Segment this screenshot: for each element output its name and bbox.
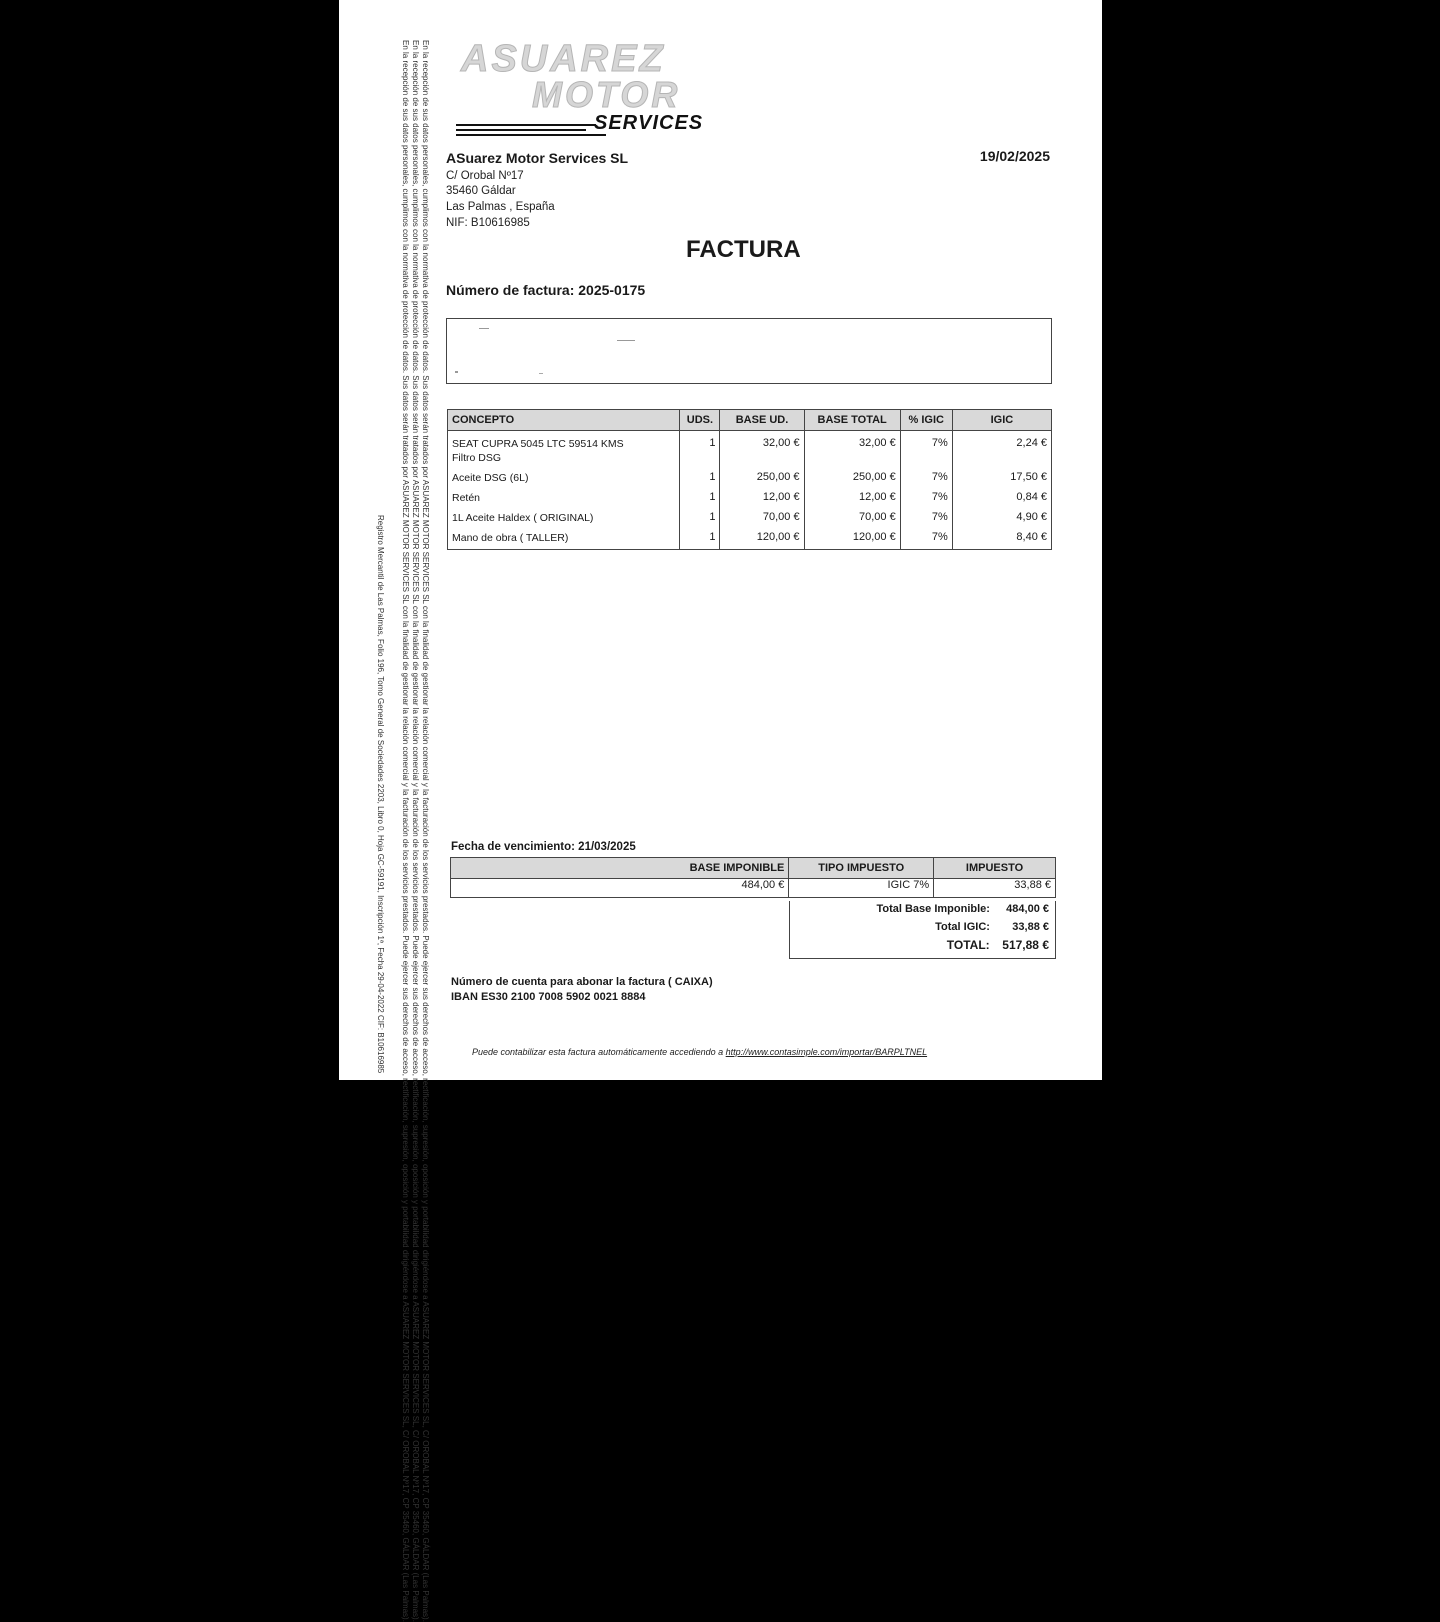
redaction-mark	[479, 328, 489, 329]
logo-services-text: SERVICES	[594, 112, 704, 134]
cell-concepto-line1: SEAT CUPRA 5045 LTC 59514 KMS	[452, 438, 624, 450]
invoice-page	[339, 0, 1102, 1622]
total-base-row	[876, 903, 1049, 915]
cell-igic: 17,50 €	[952, 471, 1051, 491]
tax-amount-value: 33,88 €	[934, 879, 1056, 898]
footer-note	[472, 1047, 927, 1057]
totals-box	[789, 901, 1056, 959]
cell-igic: 2,24 €	[952, 431, 1051, 472]
redaction-mark	[455, 371, 458, 373]
cell-uds: 1	[680, 471, 720, 491]
col-igic: IGIC	[952, 410, 1051, 431]
grand-total-row	[947, 938, 1049, 952]
tax-type-value: IGIC 7%	[789, 879, 934, 898]
cell-uds: 1	[680, 511, 720, 531]
company-address-province: Las Palmas , España	[446, 201, 555, 213]
total-base-label: Total Base Imponible:	[876, 903, 990, 915]
items-table	[447, 409, 1052, 550]
total-base-value: 484,00 €	[1006, 903, 1049, 915]
redaction-mark	[539, 373, 543, 374]
grand-total-value: 517,88 €	[1002, 938, 1049, 952]
logo-stripe-3	[456, 134, 606, 136]
footer-link[interactable]: http://www.contasimple.com/importar/BARPLTNEL	[725, 1047, 928, 1057]
tax-base-value: 484,00 €	[451, 879, 789, 898]
col-uds: UDS.	[680, 410, 720, 431]
col-base-total: BASE TOTAL	[804, 410, 900, 431]
cell-pct: 7%	[900, 531, 952, 550]
invoice-date: 19/02/2025	[979, 148, 1050, 164]
items-header-row	[448, 410, 1052, 431]
cell-base-ud: 12,00 €	[720, 491, 804, 511]
cell-concepto: Mano de obra ( TALLER)	[448, 531, 680, 550]
cell-base-total: 32,00 €	[804, 431, 900, 472]
cell-pct: 7%	[900, 491, 952, 511]
cell-uds: 1	[680, 491, 720, 511]
table-row	[448, 511, 1052, 531]
total-igic-row	[935, 921, 1049, 933]
col-concepto: CONCEPTO	[448, 410, 680, 431]
registry-text-vertical: Registro Mercantil de Las Palmas, Folio 196, Tomo General de Sociedades 2203, Libro 0, Hoja GC-59191, Inscripción 1ª, Fecha 29-04-2022 CIF: B10616985	[376, 515, 385, 1074]
company-nif: NIF: B10616985	[446, 217, 530, 229]
tax-header-row	[451, 858, 1056, 879]
col-impuesto: IMPUESTO	[934, 858, 1056, 879]
cell-igic: 8,40 €	[952, 531, 1051, 550]
logo-text-line1: ASUAREZ	[461, 38, 666, 80]
logo-text-line2: MOTOR	[532, 74, 681, 115]
cell-uds: 1	[680, 531, 720, 550]
cell-base-total: 250,00 €	[804, 471, 900, 491]
cell-base-total: 70,00 €	[804, 511, 900, 531]
cell-pct: 7%	[900, 471, 952, 491]
total-igic-label: Total IGIC:	[935, 921, 990, 933]
table-row	[448, 491, 1052, 511]
due-date: Fecha de vencimiento: 21/03/2025	[451, 841, 636, 853]
cell-base-ud: 120,00 €	[720, 531, 804, 550]
table-row	[448, 531, 1052, 550]
col-tipo-impuesto: TIPO IMPUESTO	[789, 858, 934, 879]
tax-values-row	[451, 879, 1056, 898]
logo-stripe-1	[456, 124, 596, 126]
company-address-city: 35460 Gáldar	[446, 185, 516, 197]
col-base-ud: BASE UD.	[720, 410, 804, 431]
cell-igic: 0,84 €	[952, 491, 1051, 511]
client-info-box	[446, 318, 1052, 384]
tax-summary-table	[450, 857, 1056, 898]
grand-total-label: TOTAL:	[946, 938, 990, 952]
total-igic-value: 33,88 €	[1012, 921, 1049, 933]
cell-concepto: Retén	[448, 491, 680, 511]
logo-stripe-2	[456, 129, 586, 131]
company-name: ASuarez Motor Services SL	[446, 150, 629, 166]
cell-base-total: 12,00 €	[804, 491, 900, 511]
legal-text-vertical-3: En la recepción de sus datos personales, cumplimos con la normativa de protección de datos. Sus datos serán tratados por ASUAREZ MOTOR SERVICES SL con la finalidad de gestionar la relación comercial y la facturación de los servicios prestados. Puede ejercer sus derechos de acceso, rectificación, supresión, oposición y portabilidad dirigiéndose a ASUAREZ MOTOR SERVICES SL, C/ OROBAL Nº17, CP 35460, GÁLDAR (Las Palmas).	[401, 40, 410, 1622]
cell-base-ud: 32,00 €	[720, 431, 804, 472]
bank-iban: IBAN ES30 2100 7008 5902 0021 8884	[451, 991, 646, 1003]
invoice-number: Número de factura: 2025-0175	[446, 282, 646, 298]
col-base-imponible: BASE IMPONIBLE	[451, 858, 789, 879]
redaction-mark	[617, 340, 635, 341]
bank-account-label: Número de cuenta para abonar la factura ( CAIXA)	[451, 976, 713, 988]
table-row	[448, 471, 1052, 491]
cell-igic: 4,90 €	[952, 511, 1051, 531]
legal-text-vertical: En la recepción de sus datos personales, cumplimos con la normativa de protección de datos. Sus datos serán tratados por ASUAREZ MOTOR SERVICES SL con la finalidad de gestionar la relación comercial y la facturación de los servicios prestados. Puede ejercer sus derechos de acceso, rectificación, supresión, oposición y portabilidad dirigiéndose a ASUAREZ MOTOR SERVICES SL, C/ OROBAL Nº17, CP 35460, GÁLDAR (Las Palmas).	[421, 40, 430, 1622]
cell-uds: 1	[680, 431, 720, 472]
cell-concepto	[448, 431, 680, 472]
company-address-street: C/ Orobal Nº17	[446, 170, 524, 182]
cell-concepto-line2: Filtro DSG	[452, 452, 502, 464]
legal-text-vertical-2: En la recepción de sus datos personales, cumplimos con la normativa de protección de datos. Sus datos serán tratados por ASUAREZ MOTOR SERVICES SL con la finalidad de gestionar la relación comercial y la facturación de los servicios prestados. Puede ejercer sus derechos de acceso, rectificación, supresión, oposición y portabilidad dirigiéndose a ASUAREZ MOTOR SERVICES SL, C/ OROBAL Nº17, CP 35460, GÁLDAR (Las Palmas).	[411, 40, 420, 1622]
cell-base-ud: 250,00 €	[720, 471, 804, 491]
cell-pct: 7%	[900, 511, 952, 531]
cell-base-total: 120,00 €	[804, 531, 900, 550]
cell-pct: 7%	[900, 431, 952, 472]
table-row	[448, 431, 1052, 472]
cell-concepto: 1L Aceite Haldex ( ORIGINAL)	[448, 511, 680, 531]
cell-concepto: Aceite DSG (6L)	[448, 471, 680, 491]
footer-text: Puede contabilizar esta factura automáticamente accediendo a	[472, 1047, 724, 1057]
cell-base-ud: 70,00 €	[720, 511, 804, 531]
document-title: FACTURA	[686, 236, 801, 263]
col-pct-igic: % IGIC	[900, 410, 952, 431]
